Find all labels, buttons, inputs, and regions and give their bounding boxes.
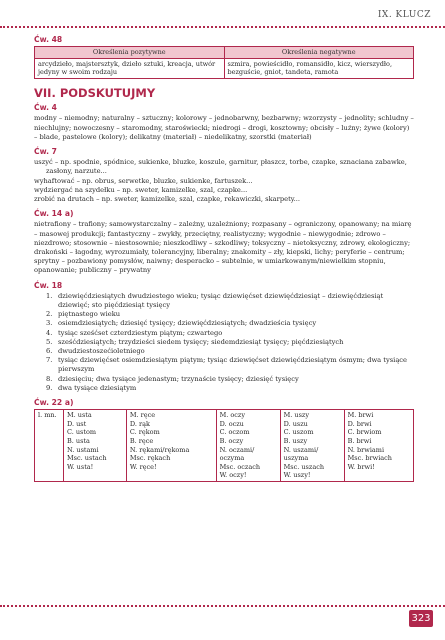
item-number: 6.: [46, 347, 53, 356]
positive-header: Określenia pozytywne: [35, 47, 225, 59]
case-form: C. rękom: [129, 428, 160, 437]
case-form: C. oczom: [219, 428, 250, 437]
case-form: N. oczami/: [219, 445, 255, 454]
top-dotted-divider: [0, 26, 445, 28]
case-form: M. uszy: [283, 411, 310, 420]
case-form: D. ust: [67, 419, 87, 428]
item-text: dziewięćdziesiątych dwudziestego wieku; tysiąc dziewięćset dziewięćdziesiąt – dziewięćdziesiąt dziewięć; sto pięćdziesiąt tysięcy: [58, 291, 384, 310]
case-form: C. brwiom: [347, 428, 382, 437]
positive-cell: arcydzieło, majstersztyk, dzieło sztuki, kreacja, utwór jedyny w swoim rodzaju: [35, 58, 225, 78]
case-form: W. oczy!: [219, 471, 247, 480]
item-number: 8.: [46, 374, 53, 383]
declension-uszy: [280, 410, 344, 482]
list-item: [34, 338, 414, 347]
case-form: W. uszy!: [283, 471, 311, 480]
case-form: uszyma: [283, 454, 309, 463]
item-text: piętnastego wieku: [58, 310, 121, 319]
exercise-7-line: zrobić na drutach – np. sweter, kamizelke, szal, czapke, rekawiczki, skarpety...: [34, 195, 301, 204]
exercise-7-line: wyhaftować – np. obrus, serwetke, bluzke, sukienke, fartuszek...: [34, 176, 253, 185]
item-number: 9.: [46, 383, 53, 392]
exercise-48-label: Ćw. 48: [34, 35, 63, 44]
case-form: C. uszom: [283, 428, 314, 437]
case-form: B. ręce: [129, 437, 154, 446]
list-item: [34, 319, 414, 328]
case-form: D. rąk: [129, 419, 150, 428]
exercise-14-text: nietrafiony – trafiony; samowystarczalny – zależny, uzależniony; rozpasany – ograniczony, opanowany; na miarę – masowej produkcji; fantastyczny – zwykły, przeciętny, realistyczny; wygodnie – niewygodnie; zdrowo – niezdrowo; stosownie – niestosownie; nieszkodliwy – szkodliwy; toksyczny – nietoksyczny, zdrowy, ekologiczny; drakoński – łagodny, wyrozumiały, tolerancyjny, liberalny; znakomity – zły, kiepski, lichy; peryferie – centrum; sprytny – pozbawiony pomysłów, naiwny; desperacko – subtelnie, w umiarkowanym/niewielkim stopniu, opanowanie; publiczny – prywatny: [34, 220, 412, 275]
exercise-4-text: modny – niemodny; naturalny – sztuczny; kolorowy – jednobarwny, bezbarwny; wzorzysty – jednolity; schludny – niechlujny; nowoczesny – staromodny, staroświecki; niedrogi – drogi, kosztowny; obcisły – luźny; żywe (kolory) – blade, pastelowe (kolory); delikatny (materiał) – niedelikatny, szorstki (materiał): [34, 114, 414, 141]
list-item: [34, 384, 414, 393]
item-text: sześćdziesiątych; trzydzieści siedem tysięcy; siedemdziesiąt tysięcy; pięćdziesiątych: [58, 337, 344, 346]
item-text: dwa tysiące dziesiątym: [58, 383, 137, 392]
case-form: W. brwi!: [347, 462, 375, 471]
item-number: 1.: [46, 291, 53, 300]
exercise-22-table: [34, 409, 414, 482]
exercise-14-label: Ćw. 14 a): [34, 209, 74, 219]
declension-usta: [64, 410, 127, 482]
negative-header: Określenia negatywne: [224, 47, 414, 59]
list-item: [34, 356, 414, 374]
negative-cell: szmira, powieścidło, romansidło, kicz, wierszydło, bezguście, gniot, tandeta, ramota: [224, 58, 414, 78]
declension-rece: [126, 410, 216, 482]
case-form: N. brwiami: [347, 445, 385, 454]
case-form: C. ustom: [67, 428, 97, 437]
exercise-4-label: Ćw. 4: [34, 103, 57, 113]
exercise-18-list: [34, 292, 414, 393]
list-item: [34, 329, 414, 338]
list-item: [34, 310, 414, 319]
bottom-dotted-divider: [0, 605, 445, 607]
declension-brwi: [344, 410, 413, 482]
item-number: 7.: [46, 356, 53, 365]
case-form: D. uszu: [283, 419, 308, 428]
case-form: Msc. ustach: [67, 454, 107, 463]
case-form: M. oczy: [219, 411, 246, 420]
page-content: [34, 30, 414, 482]
case-form: M. brwi: [347, 411, 374, 420]
item-number: 3.: [46, 319, 53, 328]
case-form: B. oczy: [219, 437, 244, 446]
case-form: Msc. uszach: [283, 462, 325, 471]
item-text: osiemdziesiątych; dziesięć tysięcy; dziewięćdziesiątych; dwadzieścia tysięcy: [58, 319, 317, 328]
case-form: B. brwi: [347, 437, 372, 446]
case-form: W. usta!: [67, 462, 94, 471]
list-item: [34, 292, 414, 310]
list-item: [34, 375, 414, 384]
declension-oczy: [216, 410, 280, 482]
item-number: 5.: [46, 337, 53, 346]
case-form: B. uszy: [283, 437, 308, 446]
case-form: N. uszami/: [283, 445, 319, 454]
case-form: D. oczu: [219, 419, 244, 428]
exercise-7-label: Ćw. 7: [34, 147, 57, 156]
case-form: M. usta: [67, 411, 92, 420]
exercise-7-line: uszyć – np. spodnie, spódnice, sukienke, bluzke, koszule, garnitur, płaszcz, torbe, czapke, sznaciana zabawke, zasłony, narzute...: [34, 158, 407, 176]
exercise-18-label: Ćw. 18: [34, 280, 63, 290]
list-item: [34, 347, 414, 356]
item-text: tysiąc dziewięćset osiemdziesiątym piątym; tysiąc dziewięćset dziewięćdziesiątym ósmym; dwa tysiące pierwszym: [58, 356, 408, 374]
item-text: tysiąc sześćset czterdziestym piątym; czwartego: [58, 328, 223, 337]
case-form: Msc. brwiach: [347, 454, 392, 463]
case-form: D. brwi: [347, 419, 372, 428]
case-form: W. ręce!: [129, 462, 157, 471]
case-form: N. rękami/rękoma: [129, 445, 190, 454]
section-title: VII. PODSKUTUJMY: [34, 85, 156, 100]
item-number: 4.: [46, 328, 53, 337]
chapter-header: IX. KLUCZ: [377, 10, 431, 20]
page-number: 323: [409, 610, 433, 627]
case-form: oczyma: [219, 454, 245, 463]
row-label: l. mn.: [35, 410, 64, 482]
exercise-22-label: Ćw. 22 a): [34, 398, 74, 408]
case-form: N. ustami: [67, 445, 99, 454]
case-form: Msc. oczach: [219, 462, 261, 471]
case-form: Msc. rękach: [129, 454, 171, 463]
exercise-7-answers: [34, 158, 414, 204]
item-number: 2.: [46, 310, 53, 319]
case-form: M. ręce: [129, 411, 156, 420]
item-text: dziesięciu; dwa tysiące jedenastym; trzynaście tysięcy; dziesięć tysięcy: [58, 374, 299, 383]
exercise-48-table: [34, 46, 414, 79]
case-form: B. usta: [67, 437, 90, 446]
exercise-7-line: wydziergać na szydełku – np. sweter, kamizelke, szal, czapke...: [34, 185, 248, 194]
item-text: dwudziestoszećioletniego: [58, 347, 145, 356]
